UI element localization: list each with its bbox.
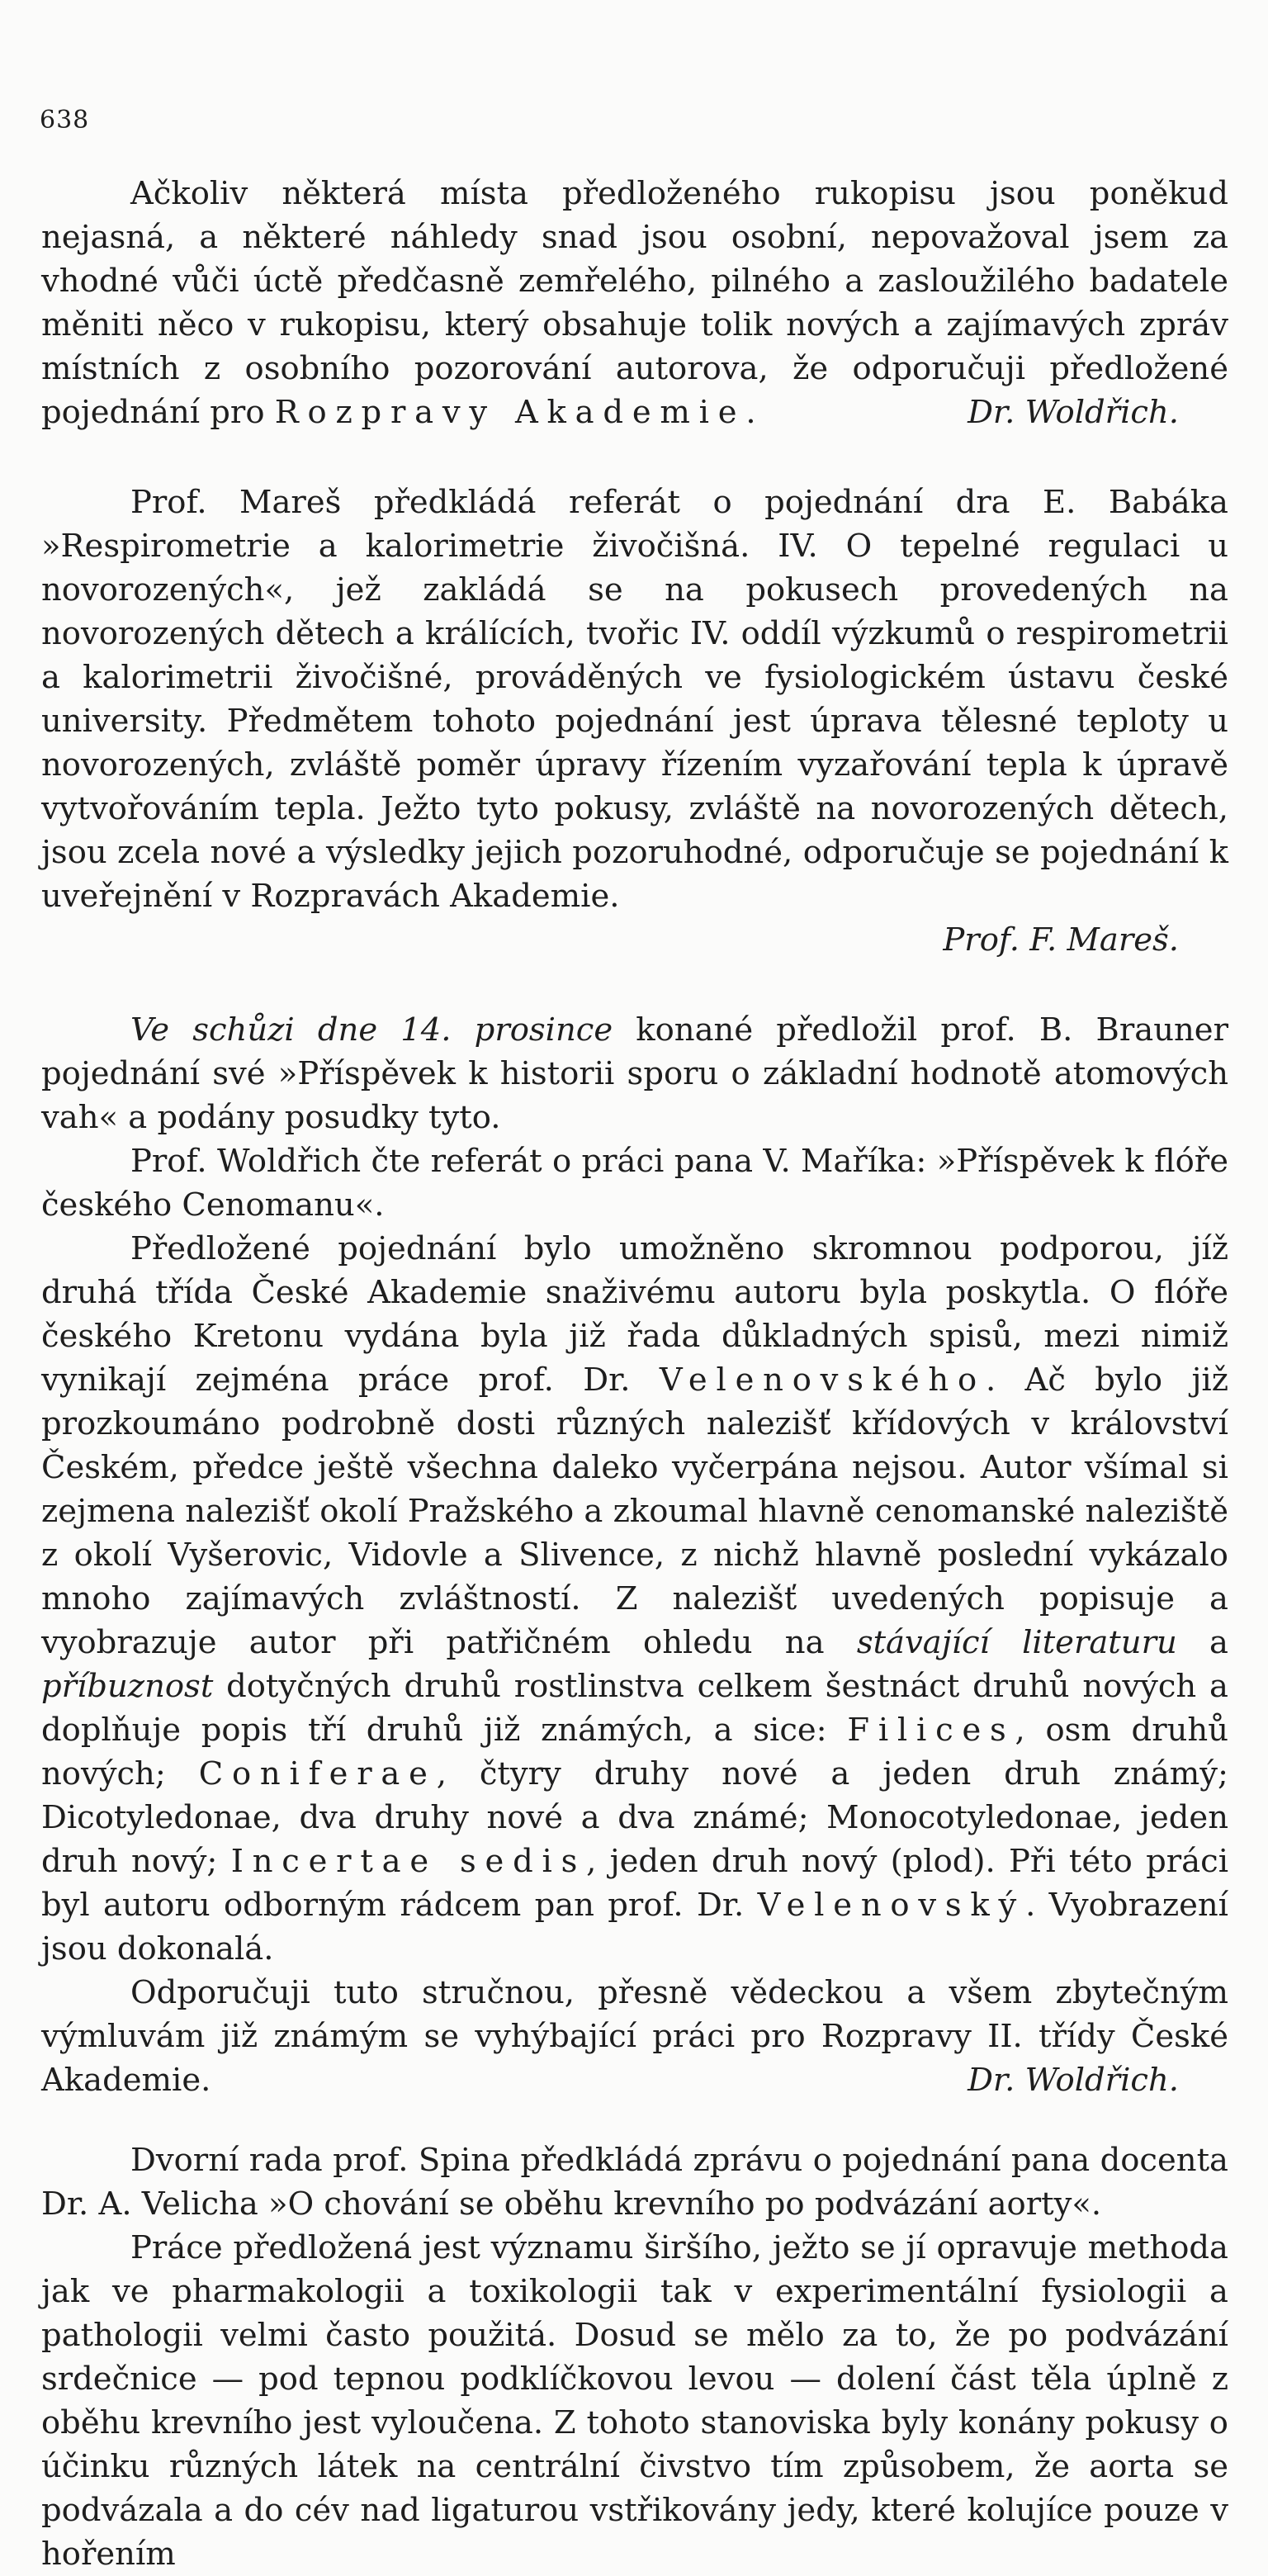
text-run: . Ač bylo již prozkoumáno podrobně dosti různých nalezišť křídových v království Českém, předce ještě všechna daleko vyčerpána nejsou. Autor všímal si zejmena nalezišť okolí Pražského a zkoumal hlavně cenomanské naleziště z okolí Vyšerovic, Vidovle a Slivence, z nichž hlavně poslední vykázalo mnoho zajímavých zvláštností. Z nalezišť uvedených popisuje a vyobrazuje autor při patřičném ohledu na: [41, 1361, 1228, 1661]
signature-woldrich-2: Dr. Woldřich.: [968, 2062, 1179, 2099]
text-run: Předložené pojednání bylo umožněno skromnou podporou, jíž druhá třída České Akademie snaživému autoru byla poskytla. O flóře českého Kretonu vydána byla již řada důkladných spisů, mezi nimiž vynikají zejména práce prof. Dr.: [41, 1230, 1228, 1399]
paragraph-mares-report: Prof. Mareš předkládá referát o pojednání dra E. Babáka »Respirometrie a kalorimetrie živočišná. IV. O tepelné regulaci u novorozených«, jež zakládá se na pokusech provedených na novorozených dětech a králících, tvořic IV. oddíl výzkumů o respirometrii a kalorimetrii živočišné, prováděných ve fysiologickém ústavu české university. Předmětem tohoto pojednání jest úprava tělesné teploty u novorozených, zvláště poměr úpravy řízením vyzařování tepla k úpravě vytvořováním tepla. Ježto tyto pokusy, zvláště na novorozených dětech, jsou zcela nové a výsledky jejich pozoruhodné, odporučuje se pojednání k uveřejnění v Rozpravách Akademie.: [41, 484, 1228, 915]
taxon-incertae-sedis: Incertae sedis: [230, 1843, 587, 1880]
author-name: Velenovského: [659, 1361, 986, 1399]
text-body: [41, 172, 1228, 2576]
signature-woldrich: Dr. Woldřich.: [968, 394, 1179, 431]
paragraph-text: Ačkoliv některá místa předloženého rukopisu jsou poněkud nejasná, a některé náhledy snad jsou osobní, nepovažoval jsem za vhodné vůči úctě předčasně zemřelého, pilného a zasloužilého badatele měniti něco v rukopisu, který obsahuje tolik nových a zajímavých zpráv místních z osobního pozorování autorova, že odporučuji předložené pojednání pro: [41, 175, 1228, 431]
paragraph-velich-review: Práce předložená jest významu širšího, ježto se jí opravuje methoda jak ve pharmakologii a toxikologii tak v experimentální fysiologii a pathologii velmi často použitá. Dosud se mělo za to, že po podvázání srdečnice — pod tepnou podklíčkovou levou — dolení část těla úplně z oběhu krevního jest vyloučena. Z tohoto stanoviska byly konány pokusy o účinku různých látek na centrální čivstvo tím způsobem, že aorta se podvázala a do cév nad ligaturou vstřikovány jedy, které kolujíce pouze v hořením: [41, 2229, 1228, 2573]
text-run: , jeden druh nový (plod). Při této práci byl autoru odborným rádcem pan prof. Dr.: [41, 1843, 1229, 1924]
author-name: Velenovský: [757, 1887, 1026, 1924]
paragraph-recommendation: Odporučuji tuto stručnou, přesně vědeckou a všem zbytečným výmluvám již známým se vyhýbající práci pro Rozpravy II. třídy České Akademie.: [41, 1974, 1228, 2099]
page-number: 638: [40, 106, 90, 135]
text-run: , čtyry druhy nové a jeden druh známý; Dicotyledonae, dva druhy nové a dva známé; Monocotyledonae, jeden druh nový;: [41, 1755, 1228, 1880]
emphasis: stávající literaturu: [856, 1624, 1177, 1661]
emphasis: příbuznost: [41, 1668, 214, 1705]
taxon-coniferae: Coniferae: [198, 1755, 437, 1792]
signature-mares: Prof. F. Mareš.: [943, 921, 1179, 959]
journal-name: Rozpravy Akademie.: [274, 394, 765, 431]
text-run: dotyčných druhů rostlinstva celkem šestnáct druhů nových a doplňuje popis tří druhů již známých, a sice:: [41, 1668, 1228, 1749]
text-run: a: [1176, 1624, 1228, 1661]
session-date: Ve schůzi dne 14. prosince: [130, 1011, 613, 1049]
taxon-filices: Filices: [847, 1712, 1015, 1749]
paragraph-spina-report: Dvorní rada prof. Spina předkládá zprávu o pojednání pana docenta Dr. A. Velicha »O chování se oběhu krevního po podvázání aorty«.: [41, 2142, 1228, 2223]
text-run: , osm druhů nových;: [41, 1712, 1228, 1792]
paragraph-session: [41, 1008, 1228, 1139]
paragraph-woldrich-referat: Prof. Woldřich čte referát o práci pana V. Maříka: »Příspěvek k flóře českého Cenomanu«.: [41, 1143, 1228, 1224]
paragraph-flora-review: [41, 1227, 1228, 1971]
session-text: konané předložil prof. B. Brauner pojednání své »Příspěvek k historii sporu o základní hodnotě atomových vah« a podány posudky tyto.: [41, 1011, 1228, 1136]
text-run: . Vyobrazení jsou dokonalá.: [41, 1887, 1228, 1968]
